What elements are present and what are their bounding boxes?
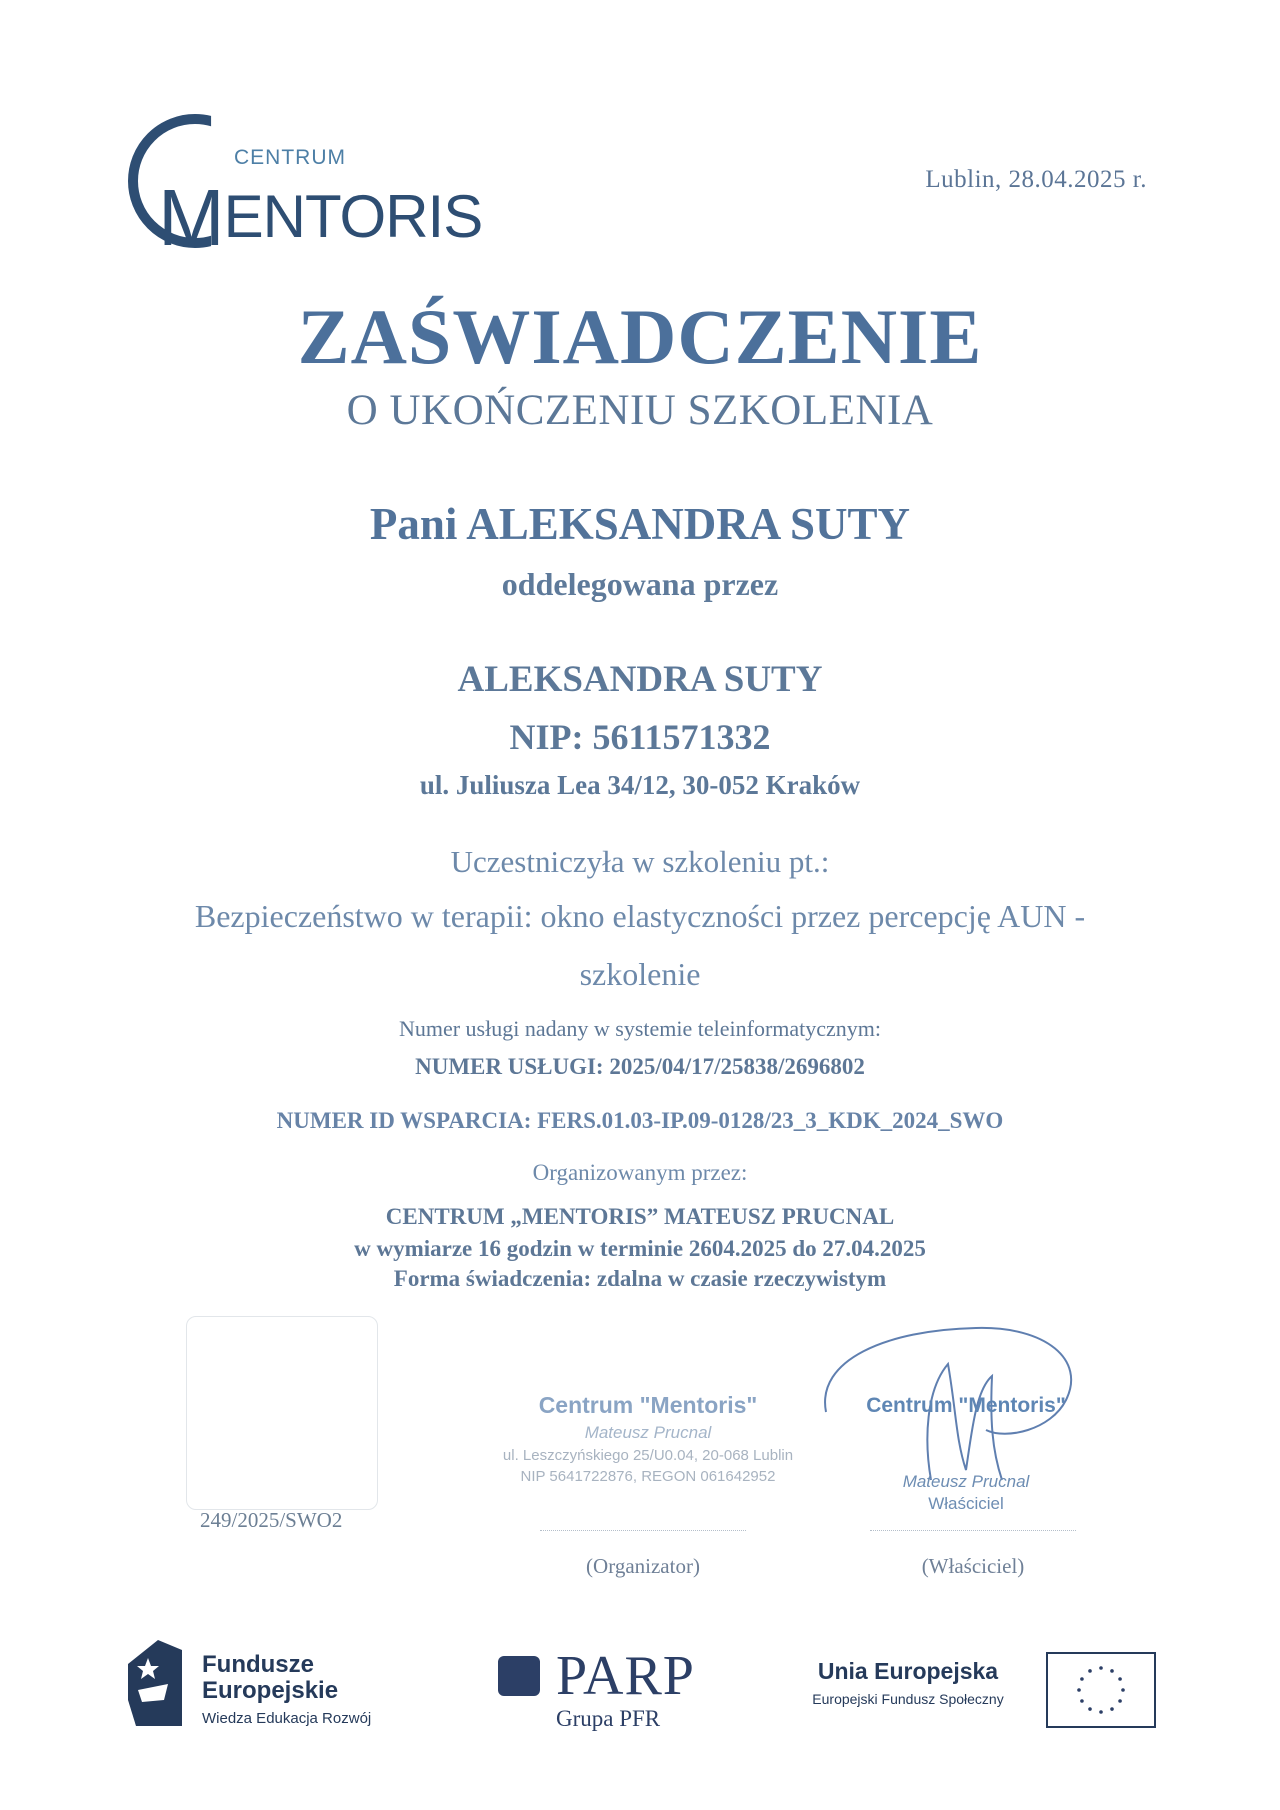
document-subtitle: O UKOŃCZENIU SZKOLENIA (346, 387, 934, 434)
centrum-mentoris-logo (128, 112, 488, 262)
owner-role-label: (Właściciel) (921, 1554, 1025, 1578)
fundusze-europejskie-icon (128, 1640, 182, 1726)
course-title-line-2: szkolenie (579, 956, 701, 992)
eu-star (1118, 1699, 1122, 1703)
fe-line-3: Wiedza Edukacja Rozwój (202, 1710, 372, 1727)
company-address: ul. Juliusza Lea 34/12, 30-052 Kraków (419, 770, 861, 800)
organizer-stamp-ids: NIP 5641722876, REGON 061642952 (520, 1468, 776, 1485)
organizer-stamp-owner: Mateusz Prucnal (584, 1423, 712, 1442)
support-id: NUMER ID WSPARCIA: FERS.01.03-IP.09-0128/23_3_KDK_2024_SWO (276, 1108, 1004, 1133)
course-title-line-1: Bezpieczeństwo w terapii: okno elastyczności przez percepcję AUN - (194, 898, 1086, 934)
service-number-label: Numer usługi nadany w systemie teleinformatycznym: (398, 1016, 882, 1041)
fundusze-europejskie-logo (202, 1652, 371, 1727)
eu-star (1080, 1677, 1084, 1681)
eu-star (1077, 1688, 1081, 1692)
delegated-by-label: oddelegowana przez (501, 566, 779, 602)
logo-initial: M (158, 173, 224, 262)
parp-icon (498, 1656, 540, 1696)
owner-stamp-name: Centrum "Mentoris" (866, 1394, 1066, 1417)
registry-number: 249/2025/SWO2 (200, 1508, 343, 1532)
parp-subtitle: Grupa PFR (556, 1706, 661, 1731)
eu-star (1110, 1707, 1114, 1711)
service-number: NUMER USŁUGI: 2025/04/17/25838/2696802 (415, 1054, 865, 1079)
parp-logo-text: PARP (556, 1645, 695, 1707)
organized-by-label: Organizowanym przez: (532, 1160, 748, 1185)
issue-date: Lublin, 28.04.2025 r. (925, 166, 1147, 193)
photo-placeholder (186, 1316, 378, 1510)
owner-stamp-role: Właściciel (928, 1494, 1004, 1513)
eu-line-2: Europejski Fundusz Społeczny (812, 1691, 1004, 1707)
participant-name: Pani ALEKSANDRA SUTY (369, 499, 911, 549)
eu-line-1: Unia Europejska (817, 1658, 999, 1684)
delegating-company: ALEKSANDRA SUTY (457, 659, 823, 700)
fe-line-2: Europejskie (202, 1677, 339, 1704)
organizer-stamp-address: ul. Leszczyńskiego 25/U0.04, 20-068 Lublin (502, 1447, 794, 1464)
participated-label: Uczestniczyła w szkoleniu pt.: (450, 844, 830, 879)
training-form: Forma świadczenia: zdalna w czasie rzeczywistym (393, 1266, 887, 1291)
owner-signature-line (870, 1530, 1076, 1531)
organizer-name: CENTRUM „MENTORIS” MATEUSZ PRUCNAL (385, 1204, 895, 1229)
organizer-signature-line (540, 1530, 746, 1531)
organizer-stamp (478, 1392, 818, 1485)
logo-mentoris-text (158, 164, 483, 262)
eu-logo-text (788, 1658, 1028, 1707)
document-title: ZAŚWIADCZENIE (297, 293, 983, 380)
eu-star (1088, 1707, 1092, 1711)
eu-star (1088, 1669, 1092, 1673)
owner-stamp (836, 1394, 1096, 1514)
organizer-stamp-name: Centrum "Mentoris" (538, 1392, 758, 1418)
eu-star (1099, 1666, 1103, 1670)
organizer-role-label: (Organizator) (586, 1554, 700, 1578)
eu-star (1080, 1699, 1084, 1703)
training-hours: w wymiarze 16 godzin w terminie 2604.2025 do 27.04.2025 (354, 1236, 926, 1261)
eu-star (1110, 1669, 1114, 1673)
eu-star (1099, 1710, 1103, 1714)
eu-star (1121, 1688, 1125, 1692)
eu-flag-icon (1046, 1652, 1156, 1728)
eu-star (1118, 1677, 1122, 1681)
company-nip: NIP: 5611571332 (509, 717, 771, 757)
logo-centrum-text: CENTRUM (234, 146, 346, 169)
owner-stamp-owner: Mateusz Prucnal (902, 1472, 1030, 1491)
logo-rest: ENTORIS (223, 183, 483, 250)
fe-line-1: Fundusze (202, 1651, 314, 1678)
